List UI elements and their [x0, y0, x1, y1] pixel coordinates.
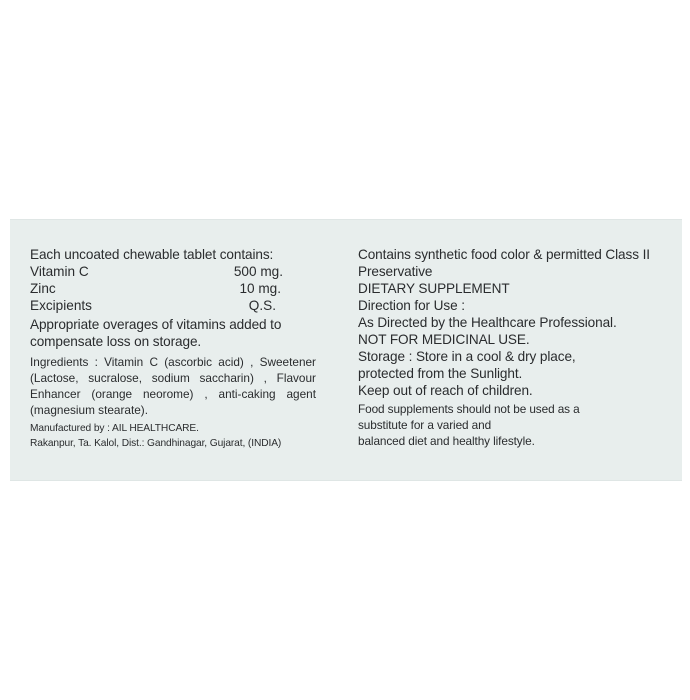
composition-row-vitamin-c — [30, 263, 350, 280]
overages-line-1: Appropriate overages of vitamins added to — [30, 317, 282, 332]
manufacturer-label: Manufactured by : AIL HEALTHCARE. — [30, 423, 199, 434]
ingredient-amount: 500 mg. — [233, 264, 283, 279]
color-note-line-2: Preservative — [358, 264, 433, 279]
manufacturer-block — [30, 421, 350, 451]
direction-heading: Direction for Use : — [358, 298, 465, 313]
keep-out-notice: Keep out of reach of children. — [358, 383, 533, 398]
overages-line-2: compensate loss on storage. — [30, 334, 202, 349]
food-note-line-3: balanced diet and healthy lifestyle. — [358, 434, 535, 448]
ingredient-amount: Q.S. — [248, 298, 276, 313]
composition-heading: Each uncoated chewable tablet contains: — [30, 247, 274, 262]
not-medicinal-notice: NOT FOR MEDICINAL USE. — [358, 332, 530, 347]
ingredients-line-4: (magnesium stearate). — [30, 403, 149, 417]
ingredients-block — [30, 354, 350, 418]
supplement-type: DIETARY SUPPLEMENT — [358, 281, 510, 296]
ingredient-name: Vitamin C — [30, 264, 89, 279]
ingredient-name: Excipients — [30, 298, 92, 313]
right-column — [358, 246, 676, 449]
ingredient-name: Zinc — [30, 281, 56, 296]
left-column — [30, 246, 350, 451]
composition-row-zinc — [30, 280, 350, 297]
food-note-block — [358, 401, 676, 449]
storage-line-1: Storage : Store in a cool & dry place, — [358, 349, 576, 364]
color-note-line-1: Contains synthetic food color & permitted Class II — [358, 247, 650, 262]
label-panel — [10, 219, 682, 481]
direction-text: As Directed by the Healthcare Professional. — [358, 315, 617, 330]
ingredients-line-3: Enhancer (orange neorome) , anti-caking agent — [30, 387, 316, 401]
composition-row-excipients — [30, 297, 350, 314]
manufacturer-address: Rakanpur, Ta. Kalol, Dist.: Gandhinagar, Gujarat, (INDIA) — [30, 438, 282, 449]
food-note-line-1: Food supplements should not be used as a — [358, 402, 580, 416]
ingredient-amount: 10 mg. — [239, 281, 281, 296]
storage-line-2: protected from the Sunlight. — [358, 366, 523, 381]
ingredients-line-1: Ingredients : Vitamin C (ascorbic acid) , Sweetener — [30, 355, 316, 369]
ingredients-line-2: (Lactose, sucralose, sodium saccharin) , Flavour — [30, 371, 316, 385]
food-note-line-2: substitute for a varied and — [358, 418, 492, 432]
